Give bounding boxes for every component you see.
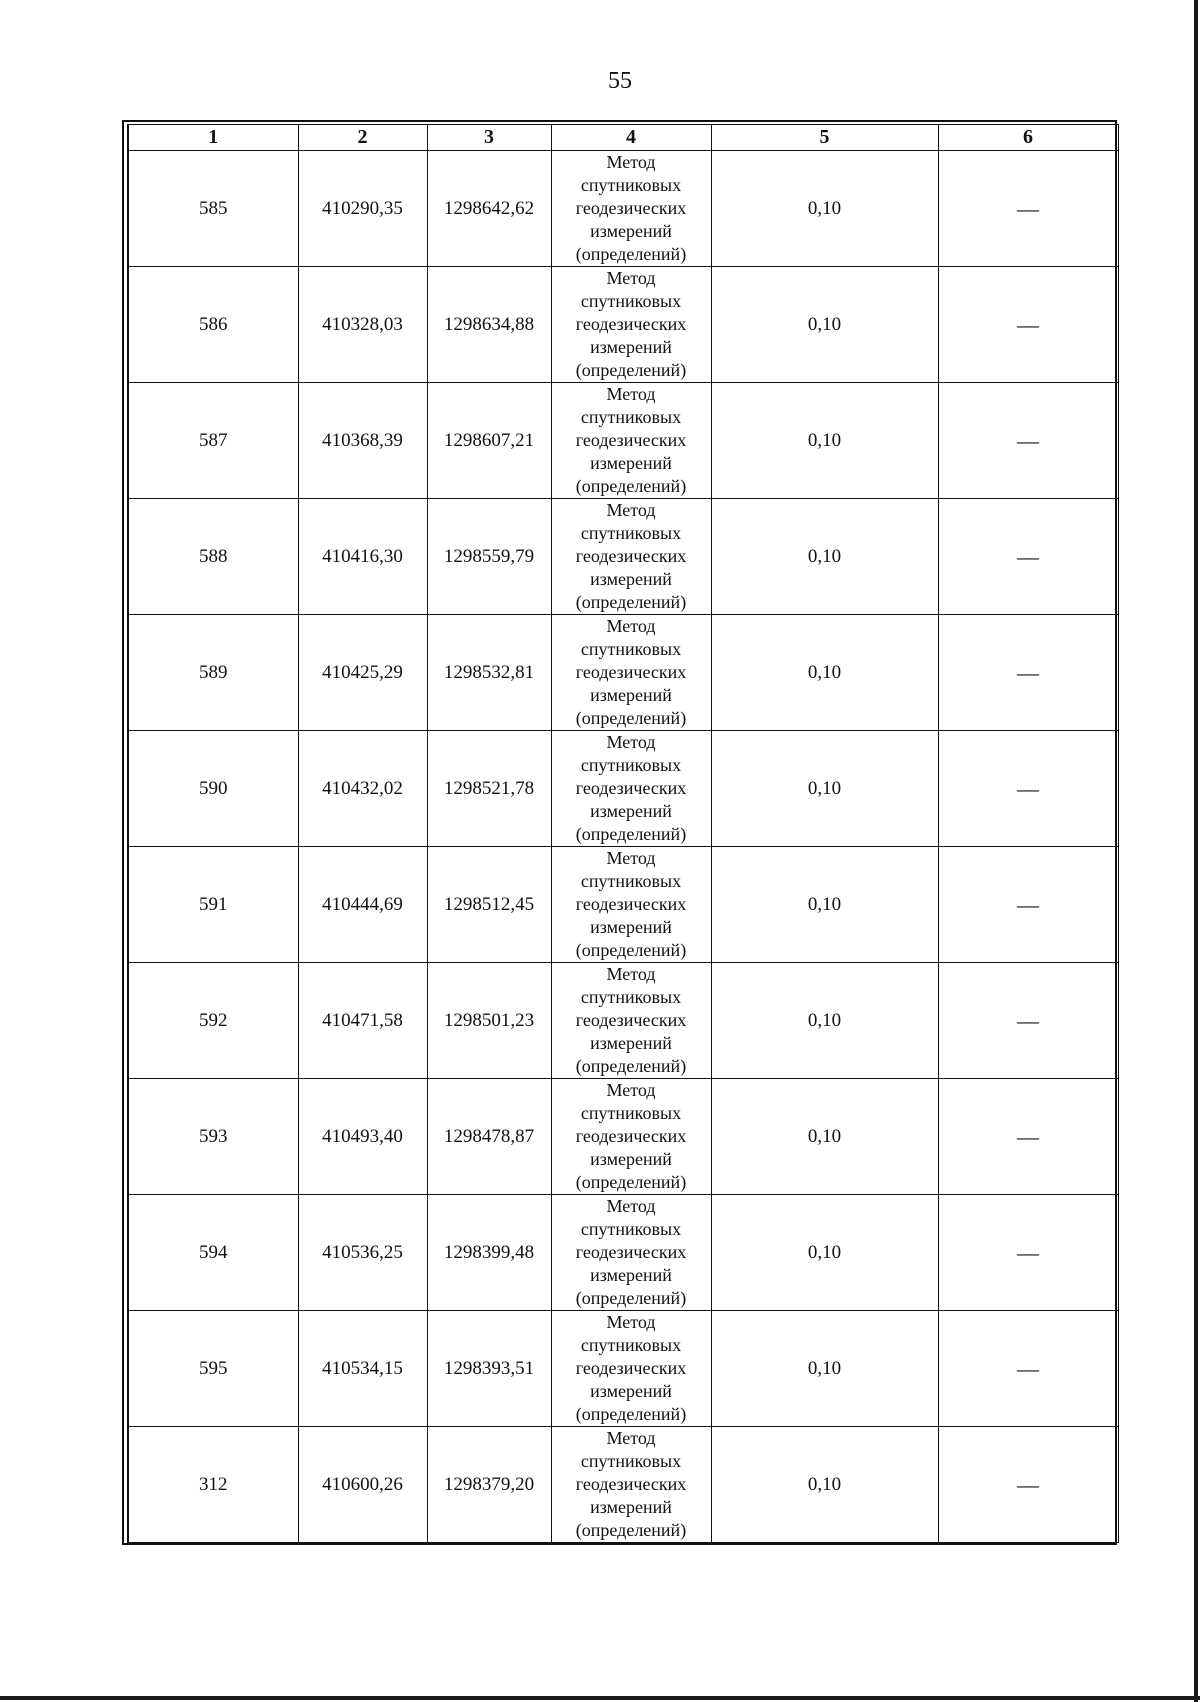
column-header-4: 4 [551,125,711,151]
method-line: (определений) [575,824,687,844]
accuracy-cell: 0,10 [711,1427,938,1543]
method-line: геодезических [575,1010,687,1030]
method-line: геодезических [575,1474,687,1494]
method-line: измерений [590,221,672,241]
method-line: (определений) [575,1172,687,1192]
x-coordinate-cell: 410432,02 [298,731,427,847]
table-row [128,267,1118,383]
note-cell: — [938,151,1118,267]
x-coordinate-cell: 410368,39 [298,383,427,499]
method-line: измерений [590,917,672,937]
note-cell: — [938,383,1118,499]
method-line: (определений) [575,1404,687,1424]
column-header-6: 6 [938,125,1118,151]
method-line: измерений [590,1265,672,1285]
method-line: спутниковых [580,1219,682,1239]
y-coordinate-cell: 1298634,88 [427,267,551,383]
method-line: измерений [590,801,672,821]
accuracy-cell: 0,10 [711,963,938,1079]
y-coordinate-cell: 1298478,87 [427,1079,551,1195]
method-line: измерений [590,337,672,357]
x-coordinate-cell: 410328,03 [298,267,427,383]
method-line: Метод [606,1196,656,1216]
column-header-1: 1 [128,125,298,151]
accuracy-cell: 0,10 [711,499,938,615]
point-number-cell: 586 [128,267,298,383]
method-line: Метод [606,732,656,752]
y-coordinate-cell: 1298559,79 [427,499,551,615]
method-line: Метод [606,384,656,404]
method-cell [551,731,711,847]
table-row [128,1195,1118,1311]
method-cell [551,1427,711,1543]
method-line: измерений [590,569,672,589]
accuracy-cell: 0,10 [711,615,938,731]
note-cell: — [938,1427,1118,1543]
method-line: спутниковых [580,1103,682,1123]
method-line: геодезических [575,1126,687,1146]
method-line: Метод [606,500,656,520]
point-number-cell: 595 [128,1311,298,1427]
method-line: Метод [606,268,656,288]
accuracy-cell: 0,10 [711,267,938,383]
method-cell [551,1195,711,1311]
y-coordinate-cell: 1298512,45 [427,847,551,963]
method-line: спутниковых [580,755,682,775]
method-line: спутниковых [580,523,682,543]
note-cell: — [938,847,1118,963]
method-line: геодезических [575,430,687,450]
method-line: спутниковых [580,175,682,195]
method-line: спутниковых [580,291,682,311]
x-coordinate-cell: 410444,69 [298,847,427,963]
note-cell: — [938,1079,1118,1195]
accuracy-cell: 0,10 [711,847,938,963]
method-line: геодезических [575,314,687,334]
point-number-cell: 594 [128,1195,298,1311]
y-coordinate-cell: 1298379,20 [427,1427,551,1543]
x-coordinate-cell: 410493,40 [298,1079,427,1195]
accuracy-cell: 0,10 [711,151,938,267]
note-cell: — [938,1195,1118,1311]
accuracy-cell: 0,10 [711,1195,938,1311]
method-line: (определений) [575,1056,687,1076]
point-number-cell: 587 [128,383,298,499]
method-line: измерений [590,1497,672,1517]
method-line: спутниковых [580,1335,682,1355]
point-number-cell: 591 [128,847,298,963]
point-number-cell: 592 [128,963,298,1079]
method-line: Метод [606,964,656,984]
table-row [128,731,1118,847]
column-header-3: 3 [427,125,551,151]
x-coordinate-cell: 410416,30 [298,499,427,615]
method-cell [551,1079,711,1195]
method-line: спутниковых [580,407,682,427]
table-row [128,1079,1118,1195]
note-cell: — [938,731,1118,847]
column-header-5: 5 [711,125,938,151]
method-line: геодезических [575,894,687,914]
scan-edge-bottom [0,1696,1200,1700]
point-number-cell: 585 [128,151,298,267]
y-coordinate-cell: 1298642,62 [427,151,551,267]
note-cell: — [938,615,1118,731]
method-line: геодезических [575,1242,687,1262]
method-cell [551,847,711,963]
point-number-cell: 588 [128,499,298,615]
method-line: Метод [606,616,656,636]
note-cell: — [938,963,1118,1079]
method-line: (определений) [575,1520,687,1540]
method-line: (определений) [575,360,687,380]
x-coordinate-cell: 410471,58 [298,963,427,1079]
method-line: измерений [590,1149,672,1169]
method-line: измерений [590,1381,672,1401]
method-cell [551,267,711,383]
method-line: измерений [590,685,672,705]
y-coordinate-cell: 1298393,51 [427,1311,551,1427]
method-line: геодезических [575,662,687,682]
y-coordinate-cell: 1298607,21 [427,383,551,499]
point-number-cell: 589 [128,615,298,731]
method-cell [551,963,711,1079]
method-cell [551,615,711,731]
method-line: (определений) [575,940,687,960]
y-coordinate-cell: 1298501,23 [427,963,551,1079]
table-header-row [128,125,1118,151]
method-line: спутниковых [580,871,682,891]
y-coordinate-cell: 1298521,78 [427,731,551,847]
method-line: (определений) [575,708,687,728]
method-line: (определений) [575,476,687,496]
table-row [128,151,1118,267]
x-coordinate-cell: 410600,26 [298,1427,427,1543]
method-line: спутниковых [580,987,682,1007]
accuracy-cell: 0,10 [711,1311,938,1427]
method-line: геодезических [575,778,687,798]
x-coordinate-cell: 410290,35 [298,151,427,267]
method-line: измерений [590,1033,672,1053]
table-row [128,963,1118,1079]
scan-edge-right [1194,0,1198,1702]
table-row [128,847,1118,963]
point-number-cell: 593 [128,1079,298,1195]
method-line: геодезических [575,1358,687,1378]
x-coordinate-cell: 410534,15 [298,1311,427,1427]
table-row [128,499,1118,615]
method-line: Метод [606,152,656,172]
method-cell [551,383,711,499]
y-coordinate-cell: 1298399,48 [427,1195,551,1311]
table-row [128,1427,1118,1543]
table-body [128,151,1118,1543]
column-header-2: 2 [298,125,427,151]
table-row [128,383,1118,499]
method-line: геодезических [575,198,687,218]
accuracy-cell: 0,10 [711,383,938,499]
method-line: Метод [606,1312,656,1332]
x-coordinate-cell: 410425,29 [298,615,427,731]
point-number-cell: 312 [128,1427,298,1543]
method-line: измерений [590,453,672,473]
y-coordinate-cell: 1298532,81 [427,615,551,731]
method-line: (определений) [575,244,687,264]
coordinates-table [127,124,1119,1543]
method-cell [551,499,711,615]
method-line: спутниковых [580,639,682,659]
method-line: (определений) [575,1288,687,1308]
table-row [128,615,1118,731]
note-cell: — [938,267,1118,383]
table-row [128,1311,1118,1427]
method-line: (определений) [575,592,687,612]
method-line: спутниковых [580,1451,682,1471]
coordinates-table-frame [122,120,1117,1545]
method-cell [551,1311,711,1427]
note-cell: — [938,499,1118,615]
method-line: Метод [606,1428,656,1448]
point-number-cell: 590 [128,731,298,847]
x-coordinate-cell: 410536,25 [298,1195,427,1311]
method-line: геодезических [575,546,687,566]
method-line: Метод [606,848,656,868]
method-line: Метод [606,1080,656,1100]
method-cell [551,151,711,267]
note-cell: — [938,1311,1118,1427]
accuracy-cell: 0,10 [711,1079,938,1195]
page-number: 55 [608,68,632,94]
accuracy-cell: 0,10 [711,731,938,847]
